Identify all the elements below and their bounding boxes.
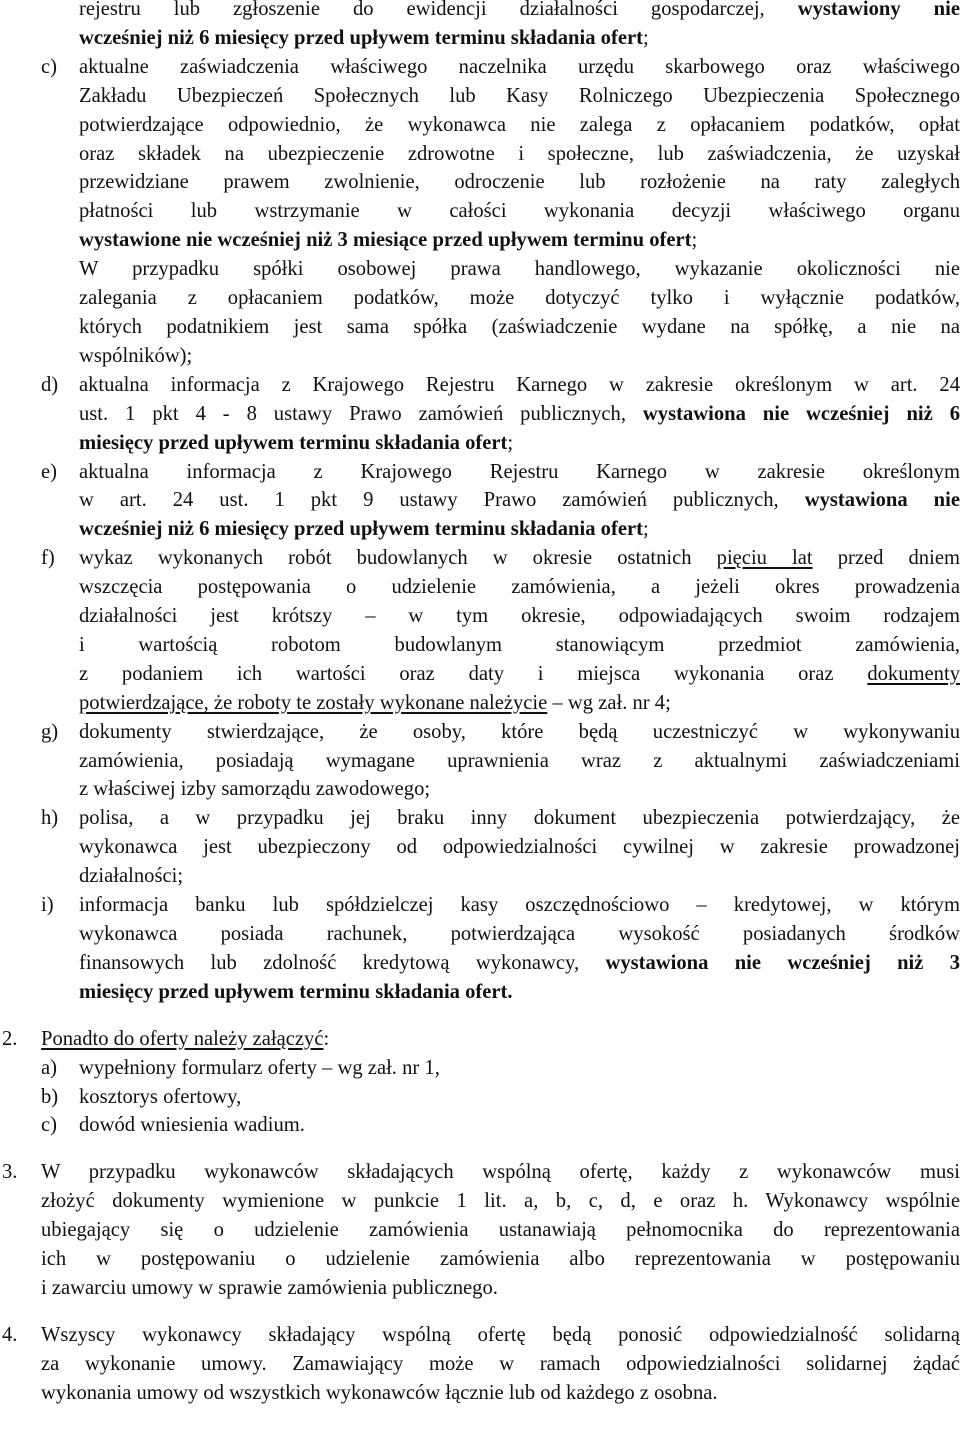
list-item-marker: c) — [41, 55, 57, 78]
section-4-line — [41, 1321, 960, 1350]
bold-text: miesięcy przed upływem terminu składania ofert — [79, 431, 508, 454]
list-item-marker: g) — [41, 720, 59, 743]
section-4-number: 4. — [2, 1323, 18, 1346]
list-item — [0, 544, 960, 717]
text-run: wszczęcia postępowania o udzielenie zamówienia, a jeżeli okres prowadzenia — [79, 576, 960, 599]
list-item-line — [79, 660, 960, 689]
list-item-text: dowód wniesienia wadium. — [79, 1114, 305, 1137]
text-run: zalegania z opłacaniem podatków, może dotyczyć tylko i wyłącznie podatków, — [79, 287, 960, 310]
list-item-line — [79, 168, 960, 197]
list-item-line — [79, 775, 960, 804]
intro-continuation — [0, 0, 960, 53]
list-item-marker: i) — [41, 894, 54, 917]
list-item-marker: c) — [41, 1114, 57, 1137]
text-run: dokumenty stwierdzające, że osoby, które będą uczestniczyć w wykonywaniu — [79, 720, 960, 743]
text-run: rejestru lub zgłoszenie do ewidencji działalności gospodarczej, — [79, 0, 798, 20]
section-3-number: 3. — [2, 1161, 18, 1184]
text-run: przewidziane prawem zwolnienie, odroczenie lub rozłożenie na raty zaległych — [79, 171, 960, 194]
list-item-marker: e) — [41, 460, 57, 483]
list-item-line — [79, 400, 960, 429]
text-run: aktualna informacja z Krajowego Rejestru Karnego w zakresie określonym — [79, 460, 960, 483]
text-run: ; — [642, 518, 649, 541]
bold-text: wystawiona nie wcześniej niż 3 — [605, 951, 960, 974]
list-item-line — [79, 862, 960, 891]
section-2 — [0, 1025, 960, 1054]
list-item — [0, 1111, 960, 1140]
text-run: zamówienia, posiadają wymagane uprawnienia wraz z aktualnymi zaświadczeniami — [79, 749, 960, 772]
bold-text: wystawione nie wcześniej niż 3 miesiące przed upływem terminu ofert — [79, 229, 692, 252]
text-run: aktualne zaświadczenia właściwego naczelnika urzędu skarbowego oraz właściwego — [79, 55, 960, 78]
list-item-line — [79, 718, 960, 747]
list-item-line — [79, 544, 960, 573]
list-item — [0, 1083, 960, 1112]
text-run: W przypadku wykonawców składających wspólną ofertę, każdy z wykonawców musi — [41, 1161, 960, 1184]
list-item-marker: f) — [41, 547, 55, 570]
list-item-line — [79, 747, 960, 776]
text-run: ; — [691, 229, 698, 252]
section-2-number: 2. — [2, 1027, 18, 1050]
list-item-marker: a) — [41, 1056, 57, 1079]
list-item-line — [79, 573, 960, 602]
text-run: których podatnikiem jest sama spółka (zaświadczenie wydane na spółkę, a nie na — [79, 315, 960, 338]
list-item-line — [79, 804, 960, 833]
section-3-line — [41, 1245, 960, 1274]
list-item-marker: b) — [41, 1085, 59, 1108]
list-item-line — [79, 429, 960, 458]
text-run: za wykonanie umowy. Zamawiający może w ramach odpowiedzialności solidarnej żądać — [41, 1352, 960, 1375]
text-run: oraz składek na ubezpieczenie zdrowotne i społeczne, lub zaświadczenia, że uzyskał — [79, 142, 960, 165]
bold-text: wcześniej niż 6 miesięcy przed upływem terminu składania ofert — [79, 26, 643, 49]
list-item — [0, 458, 960, 545]
section-3-line — [41, 1158, 960, 1187]
list-item-line — [79, 313, 960, 342]
list-item-text: kosztorys ofertowy, — [79, 1085, 242, 1108]
list-item-line — [79, 833, 960, 862]
list-item — [0, 804, 960, 891]
underlined-text: dokumenty — [867, 662, 960, 685]
bold-text: miesięcy przed upływem terminu składania ofert. — [79, 980, 513, 1003]
bold-text: wcześniej niż 6 miesięcy przed upływem terminu składania ofert — [79, 518, 643, 541]
section-4 — [0, 1321, 960, 1408]
text-run: Zakładu Ubezpieczeń Społecznych lub Kasy Rolniczego Ubezpieczenia Społecznego — [79, 84, 960, 107]
list-item-line — [79, 226, 960, 255]
text-run: finansowych lub zdolność kredytową wykonawcy, — [79, 951, 606, 974]
list-item-line — [79, 891, 960, 920]
section-3-line — [41, 1216, 960, 1245]
section-3-line — [41, 1274, 960, 1303]
requirements-list — [0, 53, 960, 1007]
text-run: Wszyscy wykonawcy składający wspólną ofertę będą ponosić odpowiedzialność solidarną — [41, 1323, 960, 1346]
section-2-heading-text: Ponadto do oferty należy załączyć — [41, 1027, 324, 1050]
list-item-line — [79, 82, 960, 111]
section-3 — [0, 1158, 960, 1303]
text-run: – wg zał. nr 4; — [547, 691, 671, 714]
text-run: ; — [642, 26, 649, 49]
list-item-line — [79, 486, 960, 515]
text-run: aktualna informacja z Krajowego Rejestru Karnego w zakresie określonym w art. 24 — [79, 373, 960, 396]
intro-line — [79, 0, 960, 24]
text-run: płatności lub wstrzymanie w całości wykonania decyzji właściwego organu — [79, 200, 960, 223]
section-3-line — [41, 1187, 960, 1216]
text-run: z właściwej izby samorządu zawodowego; — [79, 778, 431, 801]
list-item-line — [79, 284, 960, 313]
text-run: wykonawca posiada rachunek, potwierdzająca wysokość posiadanych środków — [79, 923, 960, 945]
underlined-text: pięciu lat — [716, 547, 813, 570]
text-run: ich w postępowaniu o udzielenie zamówienia albo reprezentowania w postępowaniu — [41, 1248, 960, 1271]
text-run: i wartością robotom budowlanym stanowiącym przedmiot zamówienia, — [79, 633, 960, 656]
text-run: W przypadku spółki osobowej prawa handlowego, wykazanie okoliczności nie — [79, 258, 960, 281]
text-run: wspólników); — [79, 344, 193, 367]
list-item-line — [79, 371, 960, 400]
list-item-line — [79, 515, 960, 544]
text-run: i zawarciu umowy w sprawie zamówienia publicznego. — [41, 1276, 498, 1299]
list-item-line — [79, 689, 960, 718]
list-item — [0, 891, 960, 1007]
list-item-marker: d) — [41, 373, 59, 396]
list-item-marker: h) — [41, 807, 59, 830]
text-run: informacja banku lub spółdzielczej kasy oszczędnościowo – kredytowej, w którym — [79, 894, 960, 917]
text-run: potwierdzające odpowiednio, że wykonawca nie zalega z opłacaniem podatków, opłat — [79, 113, 960, 136]
section-2-heading-suffix: : — [323, 1027, 330, 1050]
text-run: polisa, a w przypadku jej braku inny dokument ubezpieczenia potwierdzający, że — [79, 807, 960, 830]
text-run: w art. 24 ust. 1 pkt 9 ustawy Prawo zamówień publicznych, — [79, 489, 805, 512]
list-item-line — [79, 920, 960, 949]
text-run: ; — [507, 431, 514, 454]
bold-text: wystawiona nie wcześniej niż 6 — [642, 402, 960, 425]
section-2-heading — [41, 1025, 960, 1054]
intro-line — [79, 24, 960, 53]
text-run: działalności jest krótszy – w tym okresie, odpowiadających swoim rodzajem — [79, 605, 960, 628]
bold-text: wystawiony nie — [797, 0, 960, 20]
list-item — [0, 371, 960, 458]
list-item-text: wypełniony formularz oferty – wg zał. nr 1, — [79, 1056, 440, 1079]
bold-text: wystawiona nie — [804, 489, 960, 512]
list-item-line — [79, 631, 960, 660]
text-run: ubiegający się o udzielenie zamówienia ustanawiają pełnomocnika do reprezentowania — [41, 1219, 960, 1242]
text-run: wykonawca jest ubezpieczony od odpowiedzialności cywilnej w zakresie prowadzonej — [79, 836, 960, 859]
list-item-line — [79, 197, 960, 226]
text-run: wykaz wykonanych robót budowlanych w okresie ostatnich — [79, 547, 717, 570]
list-item — [0, 53, 960, 371]
text-run: ust. 1 pkt 4 - 8 ustawy Prawo zamówień publicznych, — [79, 402, 643, 425]
text-run: przed dniem — [812, 547, 960, 570]
list-item-line — [79, 111, 960, 140]
list-item-line — [79, 255, 960, 284]
underlined-text: potwierdzające, że roboty te zostały wykonane należycie — [79, 691, 548, 714]
list-item-line — [79, 978, 960, 1007]
list-item-line — [79, 949, 960, 978]
text-run: złożyć dokumenty wymienione w punkcie 1 lit. a, b, c, d, e oraz h. Wykonawcy wspólnie — [41, 1190, 960, 1213]
text-run: z podaniem ich wartości oraz daty i miejsca wykonania oraz — [79, 662, 868, 685]
list-item — [0, 718, 960, 805]
text-run: wykonania umowy od wszystkich wykonawców łącznie lub od każdego z osobna. — [41, 1381, 718, 1404]
list-item-line — [79, 53, 960, 82]
list-item-line — [79, 140, 960, 169]
list-item — [0, 1054, 960, 1083]
section-4-line — [41, 1350, 960, 1379]
list-item-line — [79, 602, 960, 631]
section-4-line — [41, 1379, 960, 1408]
list-item-line — [79, 342, 960, 371]
text-run: działalności; — [79, 865, 184, 888]
list-item-line — [79, 458, 960, 487]
section-2-list — [0, 1054, 960, 1141]
